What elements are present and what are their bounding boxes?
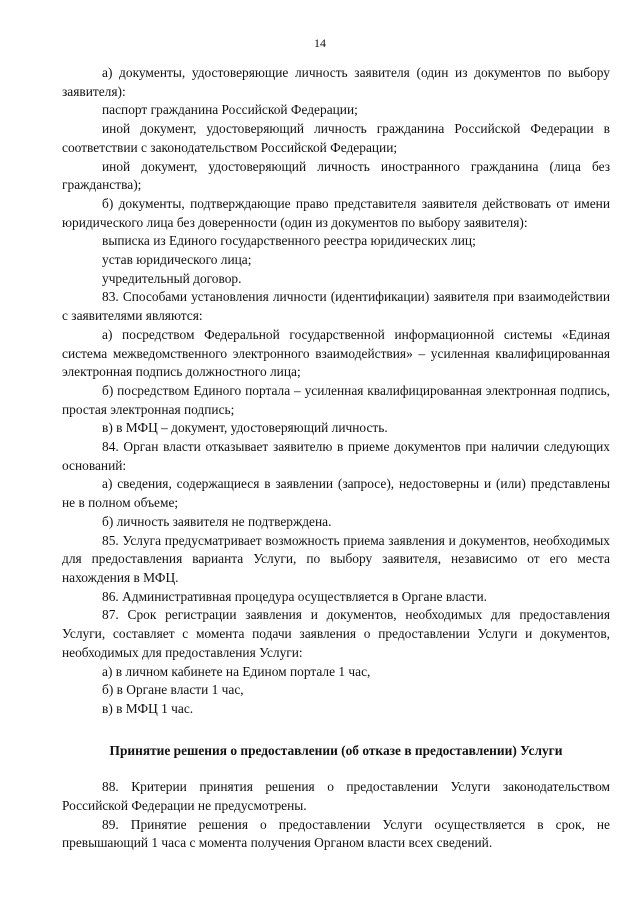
paragraph-85: 85. Услуга предусматривает возможность приема заявления и документов, необходимых для предоставления варианта Услуги, по выбору заявителя, независимо от его места нахождения в МФЦ. — [62, 532, 610, 585]
paragraph-83-c: в) в МФЦ – документ, удостоверяющий личность. — [102, 420, 388, 436]
paragraph-identity-documents: а) документы, удостоверяющие личность заявителя (один из документов по выбору заявителя): — [62, 65, 610, 99]
paragraph-84-b: б) личность заявителя не подтверждена. — [102, 513, 332, 529]
paragraph-representative-documents: б) документы, подтверждающие право представителя заявителя действовать от имени юридического лица без доверенности (один из документов по выбору заявителя): — [62, 195, 610, 230]
paragraph-87-a: а) в личном кабинете на Едином портале 1 час, — [102, 663, 371, 679]
paragraph-other-document-citizen: иной документ, удостоверяющий личность гражданина Российской Федерации в соответствии с законодательством Российской Федерации; — [62, 121, 610, 155]
paragraph-83-a: а) посредством Федеральной государственной информационной системы «Единая система межведомственного электронного взаимодействия» – усиленная квалифицированная электронная подпись должностного лица; — [62, 326, 610, 380]
page-body — [62, 64, 610, 853]
paragraph-83: 83. Способами установления личности (идентификации) заявителя при взаимодействии с заявителями являются: — [62, 289, 610, 324]
paragraph-founding-agreement: учредительный договор. — [102, 270, 242, 286]
paragraph-other-document-foreigner: иной документ, удостоверяющий личность иностранного гражданина (лица без гражданства); — [62, 158, 610, 193]
section-heading: Принятие решения о предоставлении (об отказе в предоставлении) Услуги — [109, 742, 563, 758]
paragraph-charter: устав юридического лица; — [102, 252, 252, 268]
page-number: 14 — [314, 36, 326, 50]
paragraph-84-a: а) сведения, содержащиеся в заявлении (запросе), недостоверны и (или) представлены не в полном объеме; — [62, 476, 610, 511]
paragraph-83-b: б) посредством Единого портала – усиленная квалифицированная электронная подпись, простая электронная подпись; — [62, 382, 610, 417]
paragraph-87-b: б) в Органе власти 1 час, — [102, 682, 244, 698]
paragraph-88: 88. Критерии принятия решения о предоставлении Услуги законодательством Российской Федерации не предусмотрены. — [62, 779, 610, 814]
paragraph-passport: паспорт гражданина Российской Федерации; — [102, 102, 358, 118]
paragraph-registry-extract: выписка из Единого государственного реестра юридических лиц; — [102, 233, 476, 249]
paragraph-87-c: в) в МФЦ 1 час. — [102, 700, 194, 716]
paragraph-89: 89. Принятие решения о предоставлении Услуги осуществляется в срок, не превышающий 1 часа с момента получения Органом власти всех сведений. — [62, 816, 610, 851]
paragraph-86: 86. Административная процедура осуществляется в Органе власти. — [102, 588, 488, 604]
paragraph-87: 87. Срок регистрации заявления и документов, необходимых для предоставления Услуги, составляет с момента подачи заявления о предоставлении Услуги и документов, необходимых для предоставления Услуги: — [62, 607, 610, 660]
paragraph-84: 84. Орган власти отказывает заявителю в приеме документов при наличии следующих оснований: — [62, 439, 610, 473]
